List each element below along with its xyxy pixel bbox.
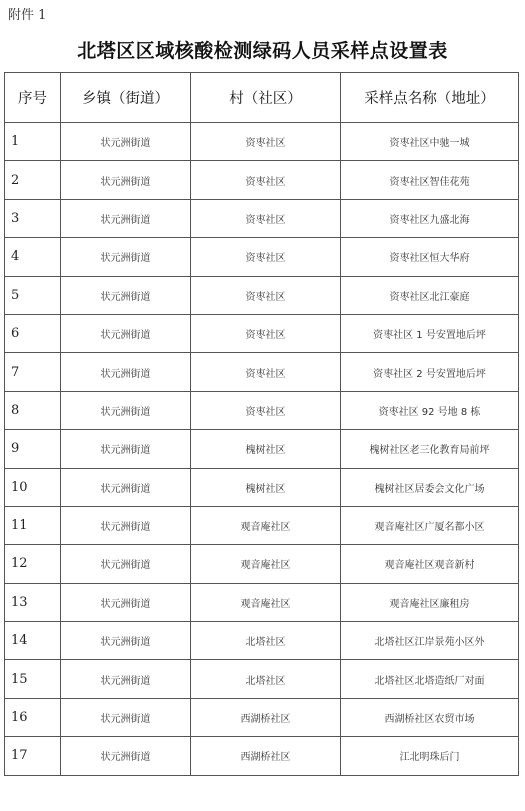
cell-township-street: 状元洲街道 xyxy=(61,698,191,736)
table-row xyxy=(5,276,519,314)
table-body xyxy=(5,123,519,776)
cell-sampling-site: 资枣社区 1 号安置地后坪 xyxy=(341,314,519,352)
cell-village-community: 西湖桥社区 xyxy=(191,698,341,736)
header-sampling-site: 采样点名称（地址） xyxy=(341,73,519,123)
cell-village-community: 西湖桥社区 xyxy=(191,737,341,775)
cell-township-street: 状元洲街道 xyxy=(61,545,191,583)
cell-serial-number: 9 xyxy=(5,430,61,468)
sampling-sites-table xyxy=(4,72,519,776)
cell-serial-number: 17 xyxy=(5,737,61,775)
table-row xyxy=(5,622,519,660)
cell-serial-number: 2 xyxy=(5,161,61,199)
cell-sampling-site: 资枣社区九盛北海 xyxy=(341,199,519,237)
cell-village-community: 北塔社区 xyxy=(191,622,341,660)
table-row xyxy=(5,660,519,698)
cell-township-street: 状元洲街道 xyxy=(61,238,191,276)
cell-village-community: 资枣社区 xyxy=(191,314,341,352)
cell-township-street: 状元洲街道 xyxy=(61,276,191,314)
cell-sampling-site: 资枣社区智佳花苑 xyxy=(341,161,519,199)
cell-serial-number: 13 xyxy=(5,583,61,621)
table-row xyxy=(5,238,519,276)
cell-township-street: 状元洲街道 xyxy=(61,161,191,199)
cell-township-street: 状元洲街道 xyxy=(61,199,191,237)
table-row xyxy=(5,430,519,468)
cell-sampling-site: 北塔社区江岸景苑小区外 xyxy=(341,622,519,660)
cell-village-community: 资枣社区 xyxy=(191,123,341,161)
cell-sampling-site: 观音庵社区观音新村 xyxy=(341,545,519,583)
cell-sampling-site: 观音庵社区廉租房 xyxy=(341,583,519,621)
table-row xyxy=(5,391,519,429)
cell-village-community: 观音庵社区 xyxy=(191,583,341,621)
cell-serial-number: 16 xyxy=(5,698,61,736)
table-row xyxy=(5,468,519,506)
cell-sampling-site: 资枣社区 2 号安置地后坪 xyxy=(341,353,519,391)
cell-village-community: 资枣社区 xyxy=(191,391,341,429)
cell-township-street: 状元洲街道 xyxy=(61,123,191,161)
cell-sampling-site: 槐树社区老三化教育局前坪 xyxy=(341,430,519,468)
cell-township-street: 状元洲街道 xyxy=(61,430,191,468)
cell-village-community: 槐树社区 xyxy=(191,468,341,506)
cell-sampling-site: 槐树社区居委会文化广场 xyxy=(341,468,519,506)
cell-sampling-site: 江北明珠后门 xyxy=(341,737,519,775)
cell-township-street: 状元洲街道 xyxy=(61,506,191,544)
header-village-community: 村（社区） xyxy=(191,73,341,123)
cell-village-community: 资枣社区 xyxy=(191,276,341,314)
header-serial-number: 序号 xyxy=(5,73,61,123)
table-row xyxy=(5,353,519,391)
cell-township-street: 状元洲街道 xyxy=(61,468,191,506)
cell-serial-number: 15 xyxy=(5,660,61,698)
cell-serial-number: 14 xyxy=(5,622,61,660)
cell-village-community: 观音庵社区 xyxy=(191,545,341,583)
cell-sampling-site: 北塔社区北塔造纸厂对面 xyxy=(341,660,519,698)
cell-sampling-site: 观音庵社区广厦名都小区 xyxy=(341,506,519,544)
cell-serial-number: 1 xyxy=(5,123,61,161)
cell-township-street: 状元洲街道 xyxy=(61,314,191,352)
cell-serial-number: 6 xyxy=(5,314,61,352)
cell-village-community: 资枣社区 xyxy=(191,161,341,199)
cell-serial-number: 7 xyxy=(5,353,61,391)
table-row xyxy=(5,199,519,237)
cell-village-community: 观音庵社区 xyxy=(191,506,341,544)
cell-township-street: 状元洲街道 xyxy=(61,583,191,621)
table-header-row xyxy=(5,73,519,123)
cell-township-street: 状元洲街道 xyxy=(61,622,191,660)
cell-village-community: 北塔社区 xyxy=(191,660,341,698)
cell-township-street: 状元洲街道 xyxy=(61,391,191,429)
cell-village-community: 槐树社区 xyxy=(191,430,341,468)
cell-sampling-site: 资枣社区北江豪庭 xyxy=(341,276,519,314)
cell-serial-number: 8 xyxy=(5,391,61,429)
table-row xyxy=(5,737,519,775)
cell-township-street: 状元洲街道 xyxy=(61,737,191,775)
cell-village-community: 资枣社区 xyxy=(191,238,341,276)
table-row xyxy=(5,698,519,736)
cell-village-community: 资枣社区 xyxy=(191,199,341,237)
cell-serial-number: 12 xyxy=(5,545,61,583)
cell-serial-number: 3 xyxy=(5,199,61,237)
cell-village-community: 资枣社区 xyxy=(191,353,341,391)
cell-sampling-site: 西湖桥社区农贸市场 xyxy=(341,698,519,736)
cell-township-street: 状元洲街道 xyxy=(61,353,191,391)
annex-label: 附件 1 xyxy=(8,8,47,23)
table-row xyxy=(5,545,519,583)
table-row xyxy=(5,314,519,352)
table-row xyxy=(5,161,519,199)
document-title: 北塔区区域核酸检测绿码人员采样点设置表 xyxy=(77,40,448,62)
header-township-street: 乡镇（街道） xyxy=(61,73,191,123)
cell-sampling-site: 资枣社区 92 号地 8 栋 xyxy=(341,391,519,429)
table-row xyxy=(5,583,519,621)
cell-sampling-site: 资枣社区中驰一城 xyxy=(341,123,519,161)
cell-serial-number: 5 xyxy=(5,276,61,314)
cell-sampling-site: 资枣社区恒大华府 xyxy=(341,238,519,276)
cell-serial-number: 10 xyxy=(5,468,61,506)
cell-serial-number: 4 xyxy=(5,238,61,276)
table-row xyxy=(5,506,519,544)
cell-township-street: 状元洲街道 xyxy=(61,660,191,698)
table-row xyxy=(5,123,519,161)
cell-serial-number: 11 xyxy=(5,506,61,544)
